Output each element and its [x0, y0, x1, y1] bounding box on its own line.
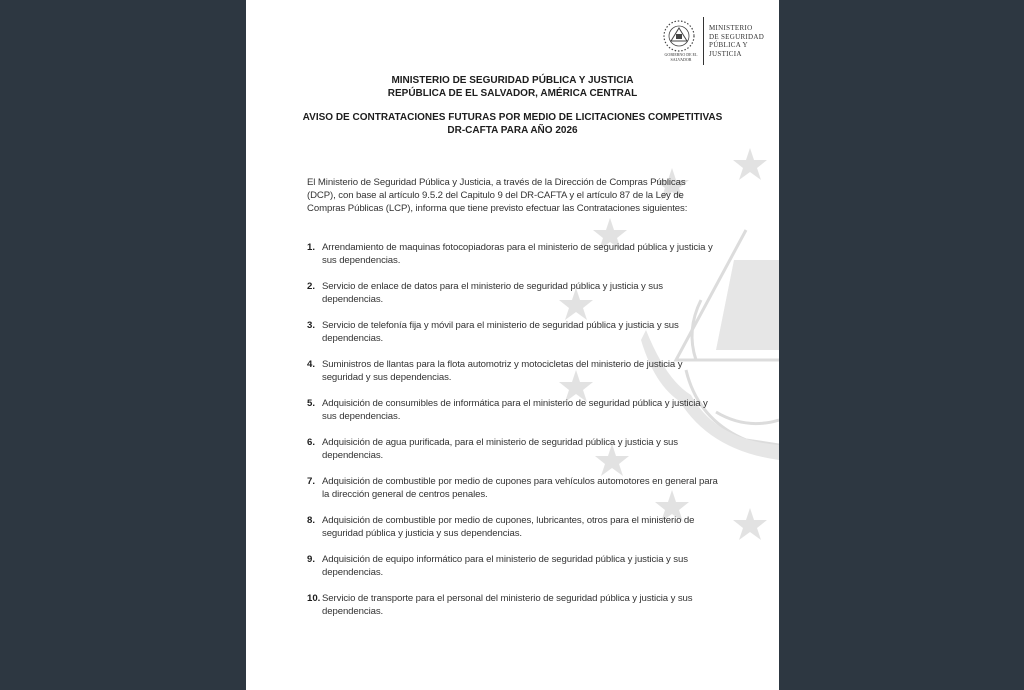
- heading-line: REPÚBLICA DE EL SALVADOR, AMÉRICA CENTRAL: [387, 87, 638, 99]
- notice-title-line: DR-CAFTA PARA AÑO 2026: [447, 124, 578, 136]
- logo-text-line: MINISTERIO: [709, 24, 753, 32]
- logo-divider: [703, 17, 704, 65]
- item-number: 2.: [307, 281, 316, 292]
- item-text: Servicio de transporte para el personal del ministerio de seguridad pública y justicia y sus dependencias.: [322, 593, 693, 617]
- logo-text-line: DE SEGURIDAD: [709, 32, 765, 41]
- logo-caption: GOBIERNO DE EL SALVADOR: [664, 52, 698, 62]
- heading-line: MINISTERIO DE SEGURIDAD PÚBLICA Y JUSTICIA: [391, 75, 634, 86]
- item-text: Adquisición de combustible por medio de cupones, lubricantes, otros para el ministerio de seguridad pública y justicia y sus dependencias.: [322, 515, 695, 539]
- item-number: 1.: [307, 242, 316, 253]
- logo-text: [709, 24, 773, 58]
- el-salvador-seal-icon: [662, 19, 696, 53]
- coat-of-arms-watermark: [246, 0, 779, 690]
- item-text: Adquisición de equipo informático para el ministerio de seguridad pública y justicia y sus dependencias.: [322, 554, 688, 578]
- document-page: [246, 0, 779, 690]
- item-number: 4.: [307, 359, 316, 370]
- intro-paragraph: El Ministerio de Seguridad Pública y Justicia, a través de la Dirección de Compras Públicas (DCP), con base al artículo 9.5.2 del Capitulo 9 del DR-CAFTA y el artículo 87 de la Ley de Compras Públicas (LCP), informa que tiene previsto efectuar las Contrataciones siguientes:: [307, 177, 688, 214]
- ministry-logo: [662, 17, 772, 67]
- item-number: 3.: [307, 320, 316, 331]
- logo-text-line: PÚBLICA Y: [709, 41, 748, 50]
- item-number: 5.: [307, 398, 316, 409]
- item-number: 10.: [307, 593, 321, 604]
- item-number: 9.: [307, 554, 316, 565]
- item-text: Arrendamiento de maquinas fotocopiadoras para el ministerio de seguridad pública y justicia y sus dependencias.: [322, 242, 713, 266]
- item-number: 8.: [307, 515, 316, 526]
- notice-title-line: AVISO DE CONTRATACIONES FUTURAS POR MEDIO DE LICITACIONES COMPETITIVAS: [302, 112, 723, 123]
- item-text: Suministros de llantas para la flota automotriz y motocicletas del ministerio de justicia y seguridad y sus dependencias.: [322, 359, 683, 383]
- ministry-heading: [286, 75, 739, 100]
- item-number: 6.: [307, 437, 316, 448]
- watermark-star: [733, 148, 767, 180]
- item-text: Adquisición de combustible por medio de cupones para vehículos automotores en general para la dirección general de centros penales.: [322, 476, 718, 500]
- item-text: Servicio de telefonía fija y móvil para el ministerio de seguridad pública y justicia y sus dependencias.: [322, 320, 679, 344]
- logo-text-line: JUSTICIA: [709, 49, 742, 58]
- item-text: Adquisición de agua purificada, para el ministerio de seguridad pública y justicia y sus dependencias.: [322, 437, 678, 461]
- item-number: 7.: [307, 476, 316, 487]
- item-text: Servicio de enlace de datos para el ministerio de seguridad pública y justicia y sus dependencias.: [322, 281, 663, 305]
- watermark-star: [733, 508, 767, 540]
- item-text: Adquisición de consumibles de informática para el ministerio de seguridad pública y justicia y sus dependencias.: [322, 398, 708, 422]
- notice-title: [286, 112, 739, 137]
